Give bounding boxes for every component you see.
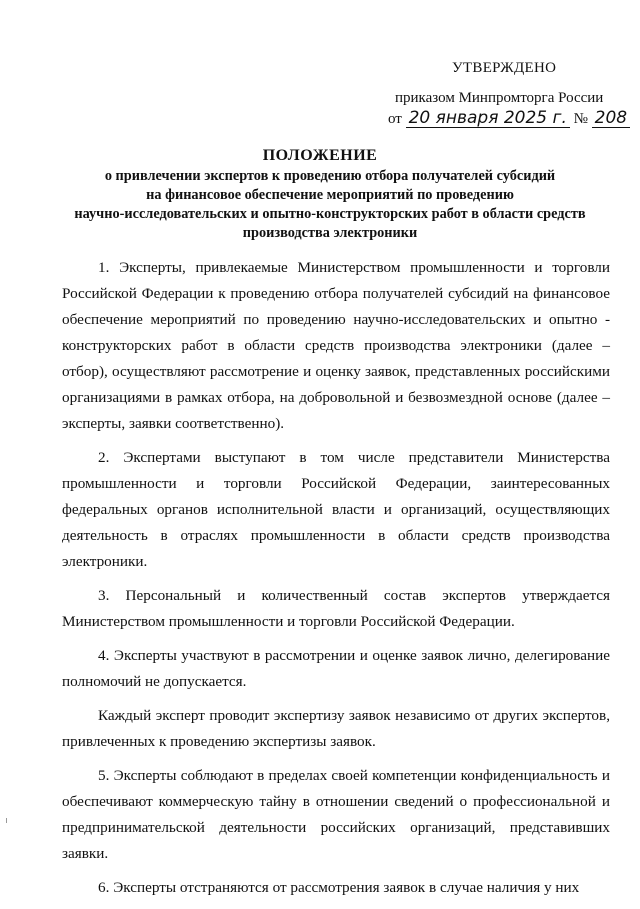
document-body — [62, 255, 610, 909]
document-subtitle — [40, 167, 620, 243]
handwritten-date: 20 января 2025 г. — [406, 110, 570, 128]
approval-order-line: приказом Минпромторга России — [395, 90, 604, 106]
paragraph-5: 5. Эксперты соблюдают в пределах своей компетенции конфиденциальность и обеспечивают коммерческую тайну в отношении сведений о профессиональной и предпринимательской деятельности российских организаций, представивших заявки. — [62, 767, 610, 862]
date-prefix: от — [388, 111, 402, 127]
paragraph-3: 3. Персональный и количественный состав экспертов утверждается Министерством промышленности и торговли Российской Федерации. — [62, 587, 610, 630]
paragraph-1: 1. Эксперты, привлекаемые Министерством промышленности и торговли Российской Федерации к проведению отбора получателей субсидий на финансовое обеспечение мероприятий по проведению научно-исследовательских и опытно - конструкторских работ в области средств производства электроники (далее – отбор), осуществляют рассмотрение и оценку заявок, представленных российскими организациями в рамках отбора, на добровольной и безвозмездной основе (далее – эксперты, заявки соответственно). — [62, 259, 610, 432]
paragraph-2: 2. Экспертами выступают в том числе представители Министерства промышленности и торговли Российской Федерации, заинтересованных федеральных органов исполнительной власти и организаций, осуществляющих деятельность в отраслях промышленности в области средств производства электроники. — [62, 449, 610, 570]
subtitle-line: на финансовое обеспечение мероприятий по проведению — [146, 187, 514, 203]
number-sign: № — [573, 111, 588, 127]
paragraph-4-continued: Каждый эксперт проводит экспертизу заявок независимо от других экспертов, привлеченных к проведению экспертизы заявок. — [62, 707, 610, 750]
subtitle-line: о привлечении экспертов к проведению отбора получателей субсидий — [104, 168, 556, 184]
scan-mark — [6, 818, 7, 823]
approval-stamp-heading: УТВЕРЖДЕНО — [452, 60, 557, 76]
approval-date-line — [388, 110, 630, 128]
subtitle-line: научно-исследовательских и опытно-конструкторских работ в области средств — [74, 206, 586, 222]
paragraph-6: 6. Эксперты отстраняются от рассмотрения заявок в случае наличия у них — [98, 879, 580, 896]
document-title: ПОЛОЖЕНИЕ — [262, 147, 378, 164]
subtitle-line: производства электроники — [242, 225, 418, 241]
paragraph-4: 4. Эксперты участвуют в рассмотрении и оценке заявок лично, делегирование полномочий не допускается. — [62, 647, 610, 690]
handwritten-number: 208 — [592, 110, 630, 128]
